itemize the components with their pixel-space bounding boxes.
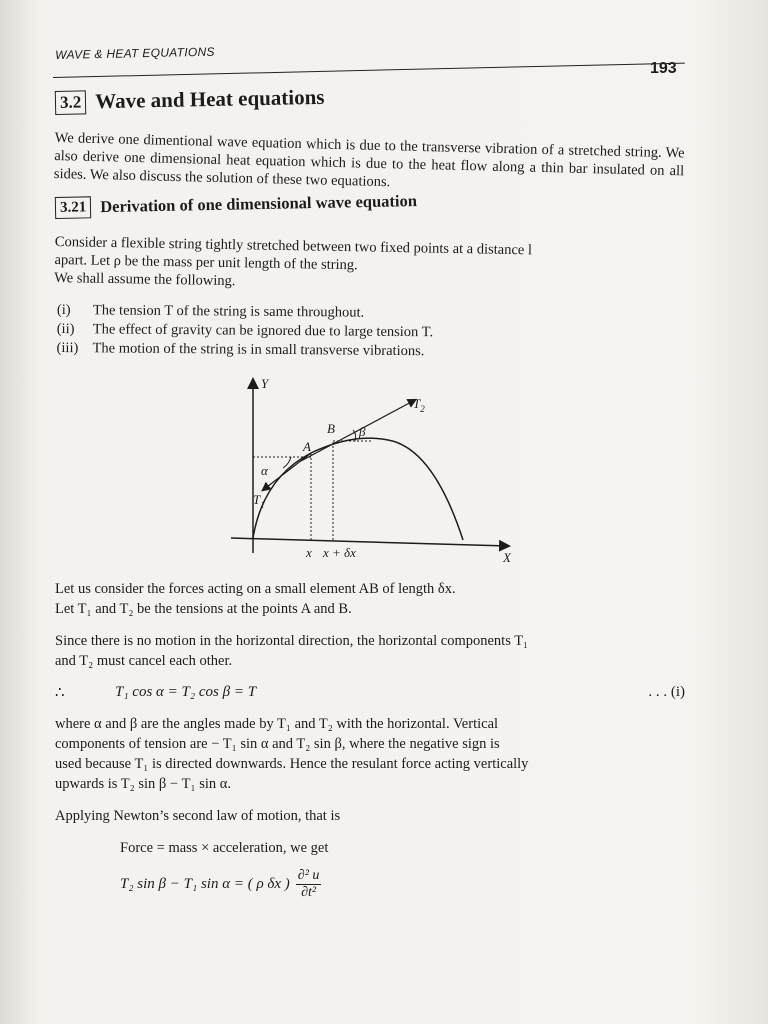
equation-1-body: T₁ cos α = T₂ cos β = T (115, 684, 257, 700)
vertical-line-1: where α and β are the angles made by T₁ and T₂ with the horizontal. Vertical (55, 716, 499, 732)
tension-t2-arrow (301, 400, 415, 461)
string-curve (253, 438, 463, 540)
newton-paragraph (55, 806, 685, 826)
subsection-title: Derivation of one dimensional wave equation (100, 191, 418, 217)
page-content (53, 84, 685, 901)
string-diagram (223, 368, 523, 573)
string-diagram-svg (223, 368, 523, 573)
section-heading (55, 78, 685, 115)
x-axis-label: X (503, 550, 511, 565)
vertical-paragraph (55, 714, 685, 794)
setup-line-2: apart. Let ρ be the mass per unit length of the string. (54, 251, 358, 274)
list-item: (ii) The effect of gravity can be ignored due to large tension T. (56, 320, 434, 341)
vertical-line-4: upwards is T₂ sin β − T₁ sin α. (55, 776, 231, 792)
force-line: Force = mass × acceleration, we get (120, 840, 329, 856)
vertical-line-2: components of tension are − T₁ sin α and T₂ sin β, where the negative sign is (55, 736, 500, 752)
derivative-denominator: ∂t² (301, 885, 317, 900)
subsection-number: 3.21 (55, 196, 92, 219)
setup-paragraph (54, 233, 685, 298)
section-number: 3.2 (55, 90, 87, 115)
therefore-symbol: ∴ (55, 685, 65, 701)
intro-paragraph: We derive one dimentional wave equation which is due to the transverse vibration of a stretched string. We also derive one dimensional heat equation which is due to the heat flow along a thin bar insulated on all sides. We also discuss the solution of these two equations. (53, 129, 685, 191)
equation-1 (55, 683, 685, 702)
horizontal-line-1: Since there is no motion in the horizontal direction, the horizontal components T₁ (55, 633, 529, 649)
equation-1-tag: . . . (i) (648, 684, 685, 700)
point-b-label: B (327, 421, 335, 436)
tension-t1-arrow (263, 453, 311, 490)
alpha-label: α (261, 463, 268, 478)
point-a-label: A (303, 439, 311, 454)
list-item: (iii) The motion of the string is in small transverse vibrations. (56, 339, 425, 360)
running-title: WAVE & HEAT EQUATIONS (55, 44, 215, 62)
x-axis-line (231, 538, 508, 546)
list-item: (i) The tension T of the string is same throughout. (56, 301, 365, 321)
vertical-line-3: used because T₁ is directed downwards. Hence the resulant force acting vertically (55, 756, 529, 772)
horizontal-paragraph (55, 631, 685, 671)
forces-line-1: Let us consider the forces acting on a small element AB of length δx. (55, 581, 456, 597)
newton-line: Applying Newton’s second law of motion, that is (55, 808, 341, 824)
assumption-list (57, 301, 685, 363)
t2-label: $T_2$ (413, 396, 425, 414)
x-dx-tick-label: x + δx (323, 545, 356, 560)
y-axis-label: Y (261, 376, 269, 391)
partial-derivative (296, 868, 322, 901)
header-rule (53, 63, 685, 78)
derivation-body (55, 579, 685, 901)
equation-2-lhs: T₂ sin β − T₁ sin α = ( ρ δx ) (120, 876, 290, 892)
subsection-heading (55, 185, 685, 219)
equation-2 (55, 868, 685, 901)
section-title: Wave and Heat equations (95, 84, 325, 114)
setup-line-3: We shall assume the following. (54, 269, 236, 290)
forces-line-2: Let T₁ and T₂ be the tensions at the points A and B. (55, 601, 352, 617)
derivative-numerator: ∂² u (297, 868, 320, 883)
t1-label: $T_1$ (253, 492, 265, 510)
horizontal-line-2: and T₂ must cancel each other. (55, 653, 233, 669)
beta-label: β (359, 424, 366, 439)
force-statement (55, 838, 685, 858)
setup-line-1: Consider a flexible string tightly stretched between two fixed points at a distance l (54, 233, 533, 259)
forces-paragraph (55, 579, 685, 619)
page-number: 193 (650, 60, 677, 77)
x-tick-label: x (306, 545, 312, 560)
